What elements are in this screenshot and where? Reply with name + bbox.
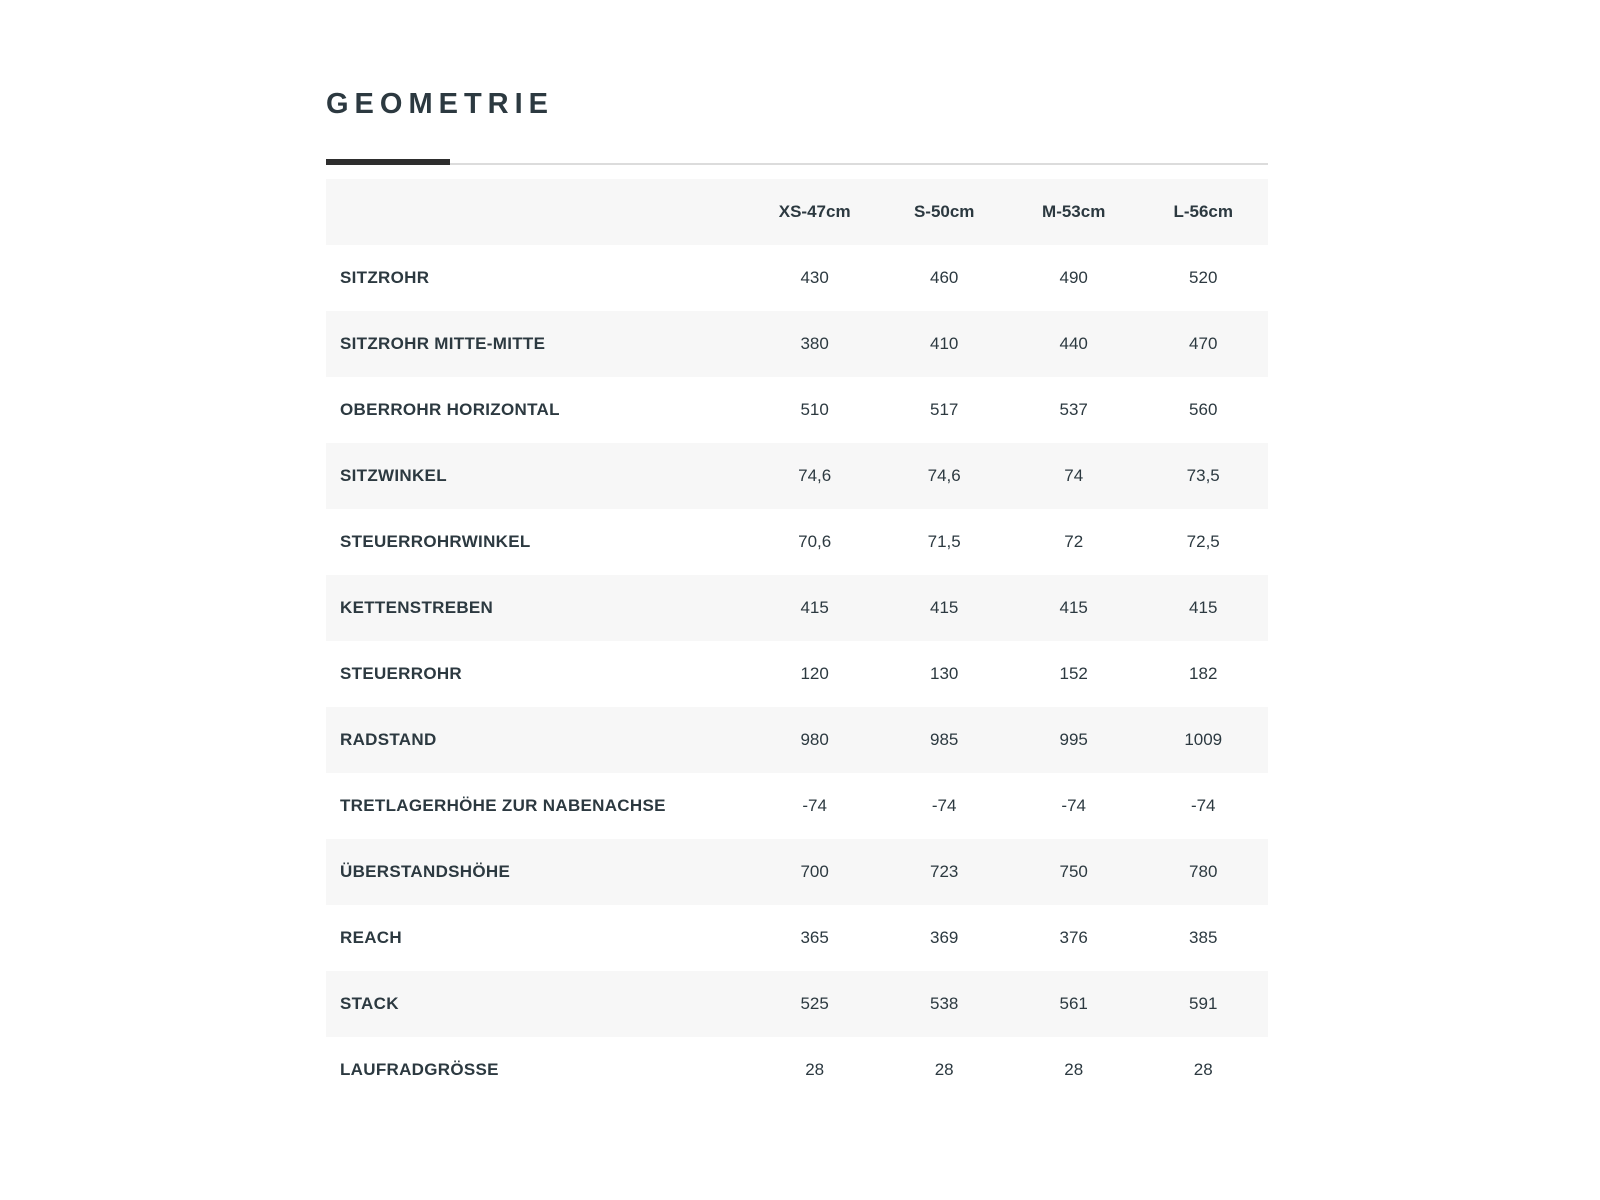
row-label: LAUFRADGRÖSSE: [340, 1060, 499, 1080]
table-row-berstandsh-he: [326, 839, 1268, 905]
row-label: OBERROHR HORIZONTAL: [340, 400, 560, 420]
row-label: STEUERROHRWINKEL: [340, 532, 531, 552]
value-cell: 510: [800, 400, 829, 420]
value-cell: 525: [800, 994, 829, 1014]
value-cell: 591: [1189, 994, 1218, 1014]
value-cell: 385: [1189, 928, 1218, 948]
value-cell: 460: [929, 268, 959, 288]
value-cell: 72: [1064, 532, 1084, 552]
table-row-steuerrohrwinkel: [326, 509, 1268, 575]
value-cell: 120: [800, 664, 829, 684]
value-cell: 74,6: [798, 466, 832, 486]
value-cell: 750: [1059, 862, 1088, 882]
value-cell: 74,6: [927, 466, 961, 486]
value-cell: 490: [1059, 268, 1088, 288]
row-label: SITZROHR MITTE-MITTE: [340, 334, 546, 354]
value-cell: 182: [1189, 664, 1218, 684]
column-header-l-56cm: L-56cm: [1173, 202, 1233, 222]
table-row-sitzwinkel: [326, 443, 1268, 509]
value-cell: 700: [800, 862, 829, 882]
value-cell: 152: [1059, 664, 1088, 684]
table-header-row: [326, 179, 1268, 245]
divider-line: [326, 163, 1268, 165]
value-cell: 380: [800, 334, 829, 354]
geometry-section: [326, 88, 1268, 1103]
value-cell: 980: [800, 730, 829, 750]
row-label: SITZWINKEL: [340, 466, 447, 486]
value-cell: 73,5: [1186, 466, 1220, 486]
value-cell: 72,5: [1186, 532, 1220, 552]
table-row-radstand: [326, 707, 1268, 773]
value-cell: 376: [1059, 928, 1088, 948]
value-cell: 415: [800, 598, 829, 618]
value-cell: 415: [1189, 598, 1218, 618]
value-cell: 28: [1064, 1060, 1084, 1080]
value-cell: 723: [929, 862, 959, 882]
value-cell: 538: [929, 994, 959, 1014]
row-label: RADSTAND: [340, 730, 437, 750]
value-cell: 369: [929, 928, 959, 948]
column-header-m-53cm: M-53cm: [1042, 202, 1106, 222]
table-body: [326, 245, 1268, 1103]
value-cell: 430: [800, 268, 829, 288]
value-cell: 415: [929, 598, 959, 618]
value-cell: 28: [805, 1060, 825, 1080]
row-label: REACH: [340, 928, 402, 948]
table-row-tretlagerh-he-zur-nabenachse: [326, 773, 1268, 839]
value-cell: 470: [1189, 334, 1218, 354]
value-cell: 517: [929, 400, 959, 420]
table-row-stack: [326, 971, 1268, 1037]
header-empty-cell: [326, 179, 750, 245]
value-cell: 537: [1059, 400, 1088, 420]
value-cell: 440: [1059, 334, 1088, 354]
table-row-sitzrohr-mitte-mitte: [326, 311, 1268, 377]
value-cell: 995: [1059, 730, 1088, 750]
value-cell: 71,5: [927, 532, 961, 552]
value-cell: -74: [1190, 796, 1216, 816]
table-row-steuerrohr: [326, 641, 1268, 707]
table-row-reach: [326, 905, 1268, 971]
row-label: TRETLAGERHÖHE ZUR NABENACHSE: [340, 796, 666, 816]
value-cell: 410: [929, 334, 959, 354]
value-cell: 560: [1189, 400, 1218, 420]
geometry-table: [326, 179, 1268, 1103]
divider-accent-bar: [326, 159, 450, 165]
value-cell: -74: [802, 796, 827, 816]
table-row-oberrohr-horizontal: [326, 377, 1268, 443]
column-header-xs-47cm: XS-47cm: [778, 202, 851, 222]
value-cell: 28: [1193, 1060, 1213, 1080]
value-cell: 28: [934, 1060, 954, 1080]
value-cell: 70,6: [798, 532, 832, 552]
table-row-kettenstreben: [326, 575, 1268, 641]
value-cell: -74: [931, 796, 957, 816]
value-cell: 520: [1189, 268, 1218, 288]
table-header: [326, 179, 1268, 245]
value-cell: 365: [800, 928, 829, 948]
column-header-s-50cm: S-50cm: [913, 202, 975, 222]
row-label: SITZROHR: [340, 268, 430, 288]
value-cell: 985: [929, 730, 959, 750]
value-cell: 561: [1059, 994, 1088, 1014]
row-label: STACK: [340, 994, 399, 1014]
section-title: GEOMETRIE: [326, 88, 555, 120]
value-cell: -74: [1061, 796, 1086, 816]
value-cell: 74: [1064, 466, 1084, 486]
value-cell: 130: [929, 664, 959, 684]
row-label: ÜBERSTANDSHÖHE: [340, 862, 511, 882]
value-cell: 780: [1189, 862, 1218, 882]
section-divider: [326, 159, 1268, 165]
row-label: KETTENSTREBEN: [340, 598, 494, 618]
value-cell: 1009: [1184, 730, 1223, 750]
row-label: STEUERROHR: [340, 664, 463, 684]
value-cell: 415: [1059, 598, 1088, 618]
table-row-sitzrohr: [326, 245, 1268, 311]
table-row-laufradgr-sse: [326, 1037, 1268, 1103]
